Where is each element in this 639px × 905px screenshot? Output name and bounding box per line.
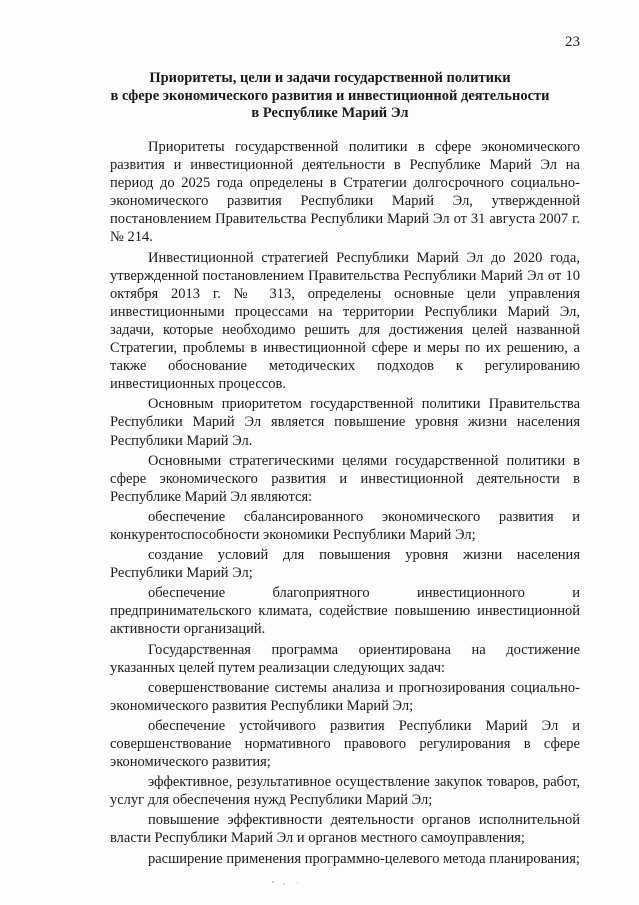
paragraph-main-priority: Основным приоритетом государственной политики Правительства Республики Марий Эл является повышение уровня жизни населения Республики Марий Эл. [110,396,580,449]
page-number: 23 [565,34,580,50]
list-item-task-3: эффективное, результативное осуществление закупок товаров, работ, услуг для обеспечения нужд Республики Марий Эл; [110,774,580,809]
heading-line-1: Приоритеты, цели и задачи государственной политики [149,70,511,86]
document-body [110,138,580,868]
list-item-task-1: совершенствование системы анализа и прогнозирования социально-экономического развития Республики Марий Эл; [110,679,580,714]
list-item-task-2: обеспечение устойчивого развития Республики Марий Эл и совершенствование нормативного правового регулирования в сфере экономического развития; [110,717,580,771]
section-heading [80,70,580,123]
paragraph-strategic-goals: Основными стратегическими целями государственной политики в сфере экономического развития и инвестиционной деятельности в Республике Марий Эл являются: [110,452,580,505]
scan-speck-marks [270,880,310,886]
list-item-goal-2: создание условий для повышения уровня жизни населения Республики Марий Эл; [110,547,580,582]
paragraph-priorities: Приоритеты государственной политики в сфере экономического развития и инвестиционной деятельности в Республике Марий Эл на период до 2025 года определены в Стратегии долгосрочного социально-экономического развития Республики Марий Эл, утвержденной постановлением Правительства Республики Марий Эл от 31 августа 2007 г. № 214. [110,139,580,246]
paragraph-program-tasks: Государственная программа ориентирована на достижение указанных целей путем реализации следующих задач: [110,641,580,676]
heading-line-3: в Республике Марий Эл [251,105,409,121]
list-item-goal-1: обеспечение сбалансированного экономического развития и конкурентоспособности экономики Республики Марий Эл; [110,508,580,543]
list-item-goal-3: обеспечение благоприятного инвестиционного и предпринимательского климата, содействие повышению инвестиционной активности организаций. [110,585,580,638]
list-item-task-5: расширение применения программно-целевого метода планирования; [148,850,580,867]
paragraph-investment-strategy: Инвестиционной стратегией Республики Марий Эл до 2020 года, утвержденной постановлением Правительства Республики Марий Эл от 10 октября 2013 г. № 313, определены основные цели управления инвестиционными процессами на территории Республики Марий Эл, задачи, которые необходимо решить для достижения целей названной Стратегии, проблемы в инвестиционной сфере и меры по их решению, а также обоснование методических подходов к регулированию инвестиционных процессов. [110,249,580,393]
list-item-task-4: повышение эффективности деятельности органов исполнительной власти Республики Марий Эл и органов местного самоуправления; [110,812,580,847]
heading-line-2: в сфере экономического развития и инвестиционной деятельности [110,87,550,104]
